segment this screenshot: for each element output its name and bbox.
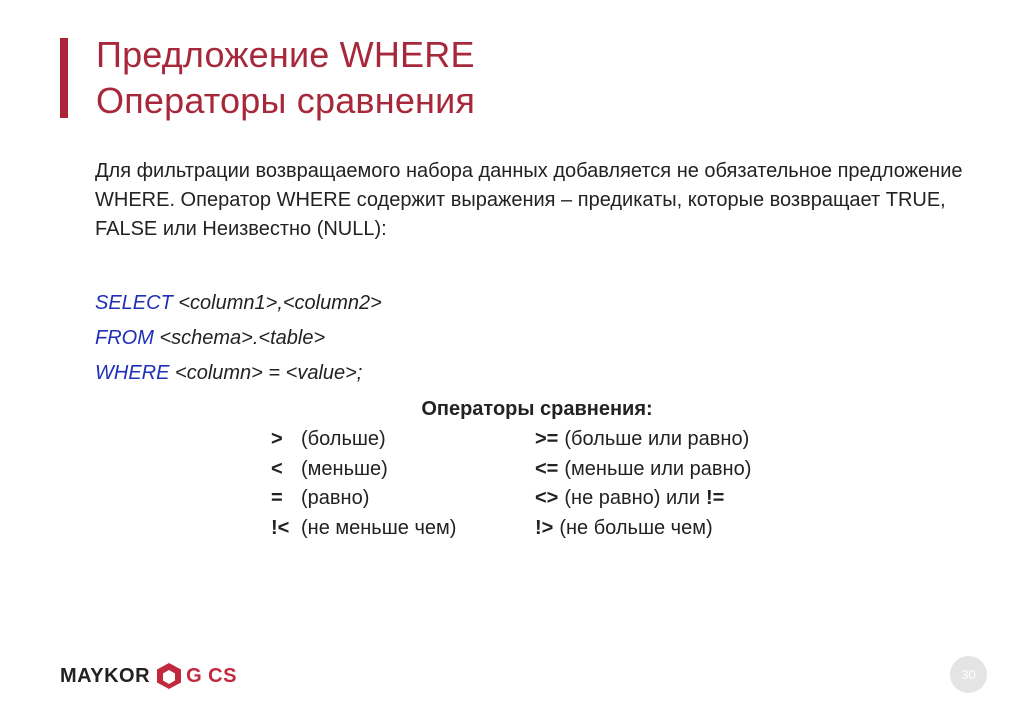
code-line-select <box>95 286 382 321</box>
operator-desc: (больше) <box>301 428 386 450</box>
operators-heading: Операторы сравнения: <box>421 398 653 420</box>
title-line-2: Операторы сравнения <box>96 80 476 121</box>
operator-row <box>535 514 751 544</box>
code-line-from <box>95 321 382 356</box>
operator-desc: (не равно) или <box>564 487 701 509</box>
operator-row <box>271 514 456 544</box>
operators-left-column <box>271 425 456 543</box>
operator-desc: (равно) <box>301 487 370 509</box>
page-number: 30 <box>950 656 987 693</box>
code-line-where <box>95 356 382 391</box>
operator-symbol: > <box>271 428 283 450</box>
operator-row <box>535 455 751 485</box>
title-line-1: Предложение WHERE <box>96 34 475 75</box>
operator-symbol: < <box>271 457 283 480</box>
operator-desc: (не меньше чем) <box>301 516 457 539</box>
code-text: <schema>.<table> <box>153 327 326 349</box>
operator-row <box>271 455 456 485</box>
operator-desc: (меньше) <box>301 457 388 480</box>
operator-symbol: !> <box>535 516 554 539</box>
operator-row <box>535 425 751 455</box>
operators-right-column <box>535 425 751 543</box>
code-text: <column1>,<column2> <box>172 292 382 314</box>
logo-text-gmcs: G CS <box>186 664 237 687</box>
operator-symbol-alt: != <box>706 487 725 509</box>
logo-text-maykor: MAYKOR <box>60 664 151 687</box>
keyword-from: FROM <box>95 327 154 349</box>
operator-symbol: <> <box>535 487 559 509</box>
keyword-select: SELECT <box>95 292 173 314</box>
title-accent-bar <box>60 38 68 118</box>
sql-code-block <box>95 286 382 391</box>
operator-row <box>271 484 456 514</box>
operator-desc: (больше или равно) <box>564 428 750 450</box>
operator-symbol: = <box>271 487 283 509</box>
hexagon-logo-icon <box>156 662 182 690</box>
operator-desc: (меньше или равно) <box>564 457 752 480</box>
operator-row <box>535 484 751 514</box>
code-text: <column> = <value>; <box>169 362 363 384</box>
company-logo <box>60 662 237 690</box>
operator-symbol: >= <box>535 428 559 450</box>
operator-row <box>271 425 456 455</box>
slide-title <box>96 32 475 124</box>
keyword-where: WHERE <box>95 362 170 384</box>
operator-symbol: <= <box>535 457 559 480</box>
operator-desc: (не больше чем) <box>559 516 713 539</box>
intro-paragraph: Для фильтрации возвращаемого набора данных добавляется не обязательное предложение WHERE. Оператор WHERE содержит выражения – предикаты, которые возвращает TRUE, FALSE или Неизвестно (NULL): <box>95 160 963 240</box>
operator-symbol: !< <box>271 516 290 539</box>
